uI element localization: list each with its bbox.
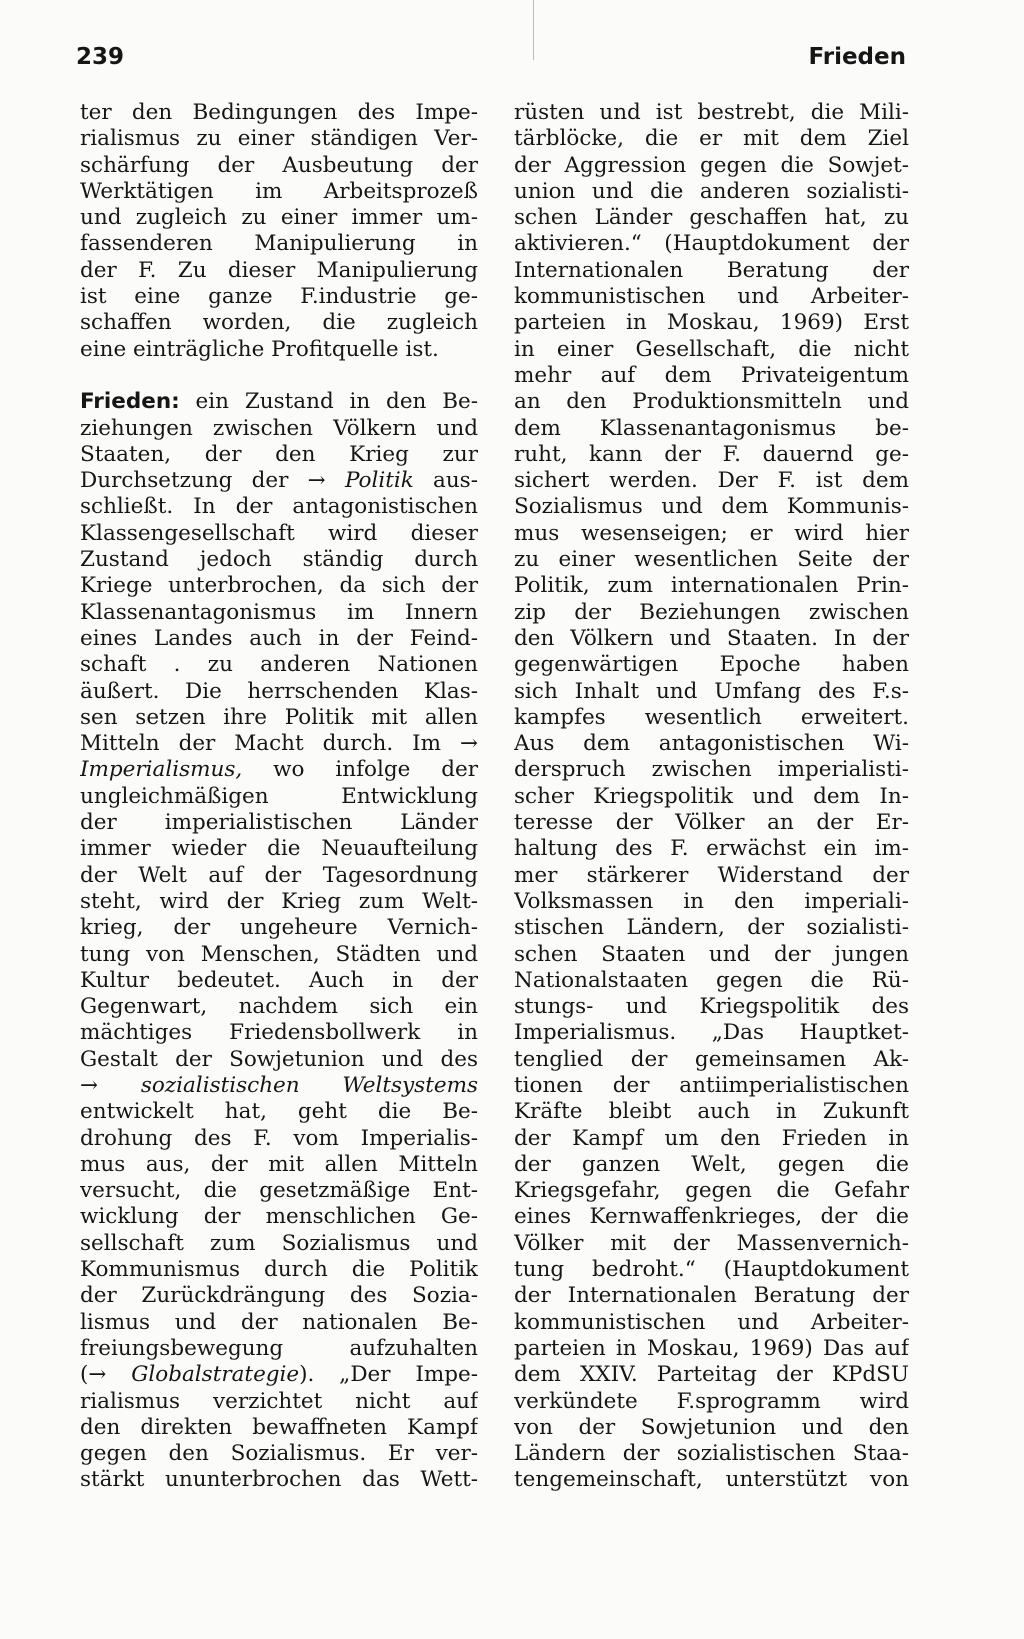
text-line: ist eine ganze F.industrie ge- (80, 284, 478, 310)
text-line: parteien in Moskau, 1969) Das auf (514, 1335, 909, 1361)
text-line: schärfung der Ausbeutung der (80, 152, 478, 178)
text-line: derspruch zwischen imperialisti- (514, 757, 909, 783)
text-line: von der Sowjetunion und den (514, 1414, 909, 1440)
text-line: tenglied der gemeinsamen Ak- (514, 1046, 909, 1072)
text-line: äußert. Die herrschenden Klas- (80, 678, 478, 704)
text-line: sich Inhalt und Umfang des F.s- (514, 678, 909, 704)
text-line: Staaten, der den Krieg zur (80, 441, 478, 467)
entry-line (80, 1073, 478, 1099)
text-line: und zugleich zu einer immer um- (80, 205, 478, 231)
text-line: Gegenwart, nachdem sich ein (80, 994, 478, 1020)
text-line: kommunistischen und Arbeiter- (514, 1309, 909, 1335)
entry-lines-a (80, 416, 478, 469)
text-line: tionen der antiimperialistischen (514, 1072, 909, 1098)
line-text: (→ (80, 1362, 132, 1388)
text-line: dem XXIV. Parteitag der KPdSU (514, 1362, 909, 1388)
text-line: Werktätigen im Arbeitsprozeß (80, 178, 478, 204)
text-line: wicklung der menschlichen Ge- (80, 1204, 478, 1230)
text-line: Völker mit der Massenvernich- (514, 1230, 909, 1256)
text-line: mus wesenseigen; er wird hier (514, 520, 909, 546)
entry-lines-b (80, 494, 478, 757)
text-line: der Aggression gegen die Sowjet- (514, 152, 909, 178)
text-line: der ganzen Welt, gegen die (514, 1151, 909, 1177)
text-line: der Welt auf der Tagesordnung (80, 862, 478, 888)
text-line: tärblöcke, die er mit dem Ziel (514, 126, 909, 152)
line-text: → (80, 1072, 141, 1098)
text-line: zu einer wesentlichen Seite der (514, 547, 909, 573)
paragraph-gap (80, 363, 478, 389)
text-line: Kommunismus durch die Politik (80, 1257, 478, 1283)
text-line: verkündete F.sprogramm wird (514, 1388, 909, 1414)
text-line: gegen den Sozialismus. Er ver- (80, 1441, 478, 1467)
entry-line (80, 1362, 478, 1388)
text-line: Zustand jedoch ständig durch (80, 547, 478, 573)
text-line: drohung des F. vom Imperialis- (80, 1125, 478, 1151)
text-line: rialismus verzichtet nicht auf (80, 1388, 478, 1414)
text-line: tung von Menschen, Städten und (80, 941, 478, 967)
text-line: schen Länder geschaffen hat, zu (514, 205, 909, 231)
text-line: ruht, kann der F. dauernd ge- (514, 441, 909, 467)
cross-reference: Imperialismus, (80, 757, 243, 783)
page-header (76, 44, 906, 84)
text-line: Kriegsgefahr, gegen die Gefahr (514, 1178, 909, 1204)
text-line: eines Kernwaffenkrieges, der die (514, 1204, 909, 1230)
left-column (80, 100, 478, 1494)
entry-lines-d (80, 1099, 478, 1362)
text-line: schließt. In der antagonistischen (80, 494, 478, 520)
text-line: Kräfte bleibt auch in Zukunft (514, 1099, 909, 1125)
text-line: parteien in Moskau, 1969) Erst (514, 310, 909, 336)
text-line: stischen Ländern, der sozialisti- (514, 915, 909, 941)
text-line: tung bedroht.“ (Hauptdokument (514, 1257, 909, 1283)
text-line: sen setzen ihre Politik mit allen (80, 704, 478, 730)
text-line: kommunistischen und Arbeiter- (514, 284, 909, 310)
line-text: ). „Der Impe- (299, 1362, 478, 1388)
text-line: mächtiges Friedensbollwerk in (80, 1020, 478, 1046)
text-line: haltung des F. erwächst ein im- (514, 836, 909, 862)
text-line: rialismus zu einer ständigen Ver- (80, 126, 478, 152)
text-line: ziehungen zwischen Völkern und (80, 415, 478, 441)
text-line: eine einträgliche Profitquelle ist. (80, 336, 439, 362)
entry-lines-c (80, 784, 478, 1073)
entry-definition-start: ein Zustand in den Be- (179, 389, 478, 415)
text-line: freiungsbewegung aufzuhalten (80, 1335, 478, 1361)
text-line: Imperialismus. „Das Hauptket- (514, 1020, 909, 1046)
text-line: aktivieren.“ (Hauptdokument der (514, 231, 909, 257)
text-line: entwickelt hat, geht die Be- (80, 1099, 478, 1125)
text-line: Volksmassen in den imperiali- (514, 888, 909, 914)
right-column (514, 100, 909, 1494)
text-line: Gestalt der Sowjetunion und des (80, 1046, 478, 1072)
text-line: Ländern der sozialistischen Staa- (514, 1441, 909, 1467)
text-line: Klassenantagonismus im Innern (80, 599, 478, 625)
text-line: Politik, zum internationalen Prin- (514, 573, 909, 599)
text-line: scher Kriegspolitik und dem In- (514, 783, 909, 809)
text-line: den Völkern und Staaten. In der (514, 625, 909, 651)
text-line: sellschaft zum Sozialismus und (80, 1230, 478, 1256)
text-line: der Internationalen Beratung der (514, 1283, 909, 1309)
text-line: an den Produktionsmitteln und (514, 389, 909, 415)
text-line: teresse der Völker an der Er- (514, 810, 909, 836)
continuation-paragraph (80, 100, 478, 363)
text-line: dem Klassenantagonismus be- (514, 415, 909, 441)
text-line: Nationalstaaten gegen die Rü- (514, 967, 909, 993)
right-column-text (514, 100, 909, 1494)
cross-reference: Politik (344, 468, 414, 494)
text-line: Kultur bedeutet. Auch in der (80, 967, 478, 993)
entry-first-line (80, 389, 478, 415)
cross-reference: Globalstrategie (131, 1362, 300, 1388)
text-line: union und die anderen sozialisti- (514, 178, 909, 204)
text-line: schaffen worden, die zugleich (80, 310, 478, 336)
line-text: aus- (413, 468, 478, 494)
text-line: schaft . zu anderen Nationen (80, 652, 478, 678)
entry-line (80, 468, 478, 494)
text-line: tengemeinschaft, unterstützt von (514, 1467, 909, 1493)
text-line: in einer Gesellschaft, die nicht (514, 336, 909, 362)
text-line: stungs- und Kriegspolitik des (514, 994, 909, 1020)
text-line: mus aus, der mit allen Mitteln (80, 1151, 478, 1177)
text-line: rüsten und ist bestrebt, die Mili- (514, 100, 909, 125)
entry-headword: Frieden: (80, 389, 180, 415)
text-line: ungleichmäßigen Entwicklung (80, 783, 478, 809)
entry-lines-e (80, 1389, 478, 1494)
text-line: der Zurückdrängung des Sozia- (80, 1283, 478, 1309)
text-line: ter den Bedingungen des Impe- (80, 100, 478, 125)
text-line: Kriege unterbrochen, da sich der (80, 573, 478, 599)
entry-line (80, 757, 478, 783)
text-line: mer stärkerer Widerstand der (514, 862, 909, 888)
text-line: Klassengesellschaft wird dieser (80, 520, 478, 546)
text-line: fassenderen Manipulierung in (80, 231, 478, 257)
text-line: stärkt ununterbrochen das Wett- (80, 1467, 478, 1493)
text-line: der imperialistischen Länder (80, 810, 478, 836)
text-line: immer wieder die Neuaufteilung (80, 836, 478, 862)
line-text: Durchsetzung der → (80, 468, 345, 494)
text-line: eines Landes auch in der Feind- (80, 625, 478, 651)
text-line: Sozialismus und dem Kommunis- (514, 494, 909, 520)
text-line: zip der Beziehungen zwischen (514, 599, 909, 625)
text-line: Internationalen Beratung der (514, 257, 909, 283)
text-line: kampfes wesentlich erweitert. (514, 704, 909, 730)
text-line: der F. Zu dieser Manipulierung (80, 257, 478, 283)
text-line: den direkten bewaffneten Kampf (80, 1414, 478, 1440)
text-line: krieg, der ungeheure Vernich- (80, 915, 478, 941)
cross-reference: sozialistischen Weltsystems (140, 1072, 478, 1098)
text-line: Aus dem antagonistischen Wi- (514, 731, 909, 757)
running-head: Frieden (808, 44, 906, 70)
text-line: sichert werden. Der F. ist dem (514, 468, 909, 494)
text-line: gegenwärtigen Epoche haben (514, 652, 909, 678)
text-line: versucht, die gesetzmäßige Ent- (80, 1178, 478, 1204)
line-text: wo infolge der (242, 757, 478, 783)
text-line: schen Staaten und der jungen (514, 941, 909, 967)
text-line: lismus und der nationalen Be- (80, 1309, 478, 1335)
text-line: Mitteln der Macht durch. Im → (80, 731, 478, 757)
text-line: mehr auf dem Privateigentum (514, 362, 909, 388)
text-line: der Kampf um den Frieden in (514, 1125, 909, 1151)
page-number: 239 (76, 44, 125, 70)
text-line: steht, wird der Krieg zum Welt- (80, 888, 478, 914)
